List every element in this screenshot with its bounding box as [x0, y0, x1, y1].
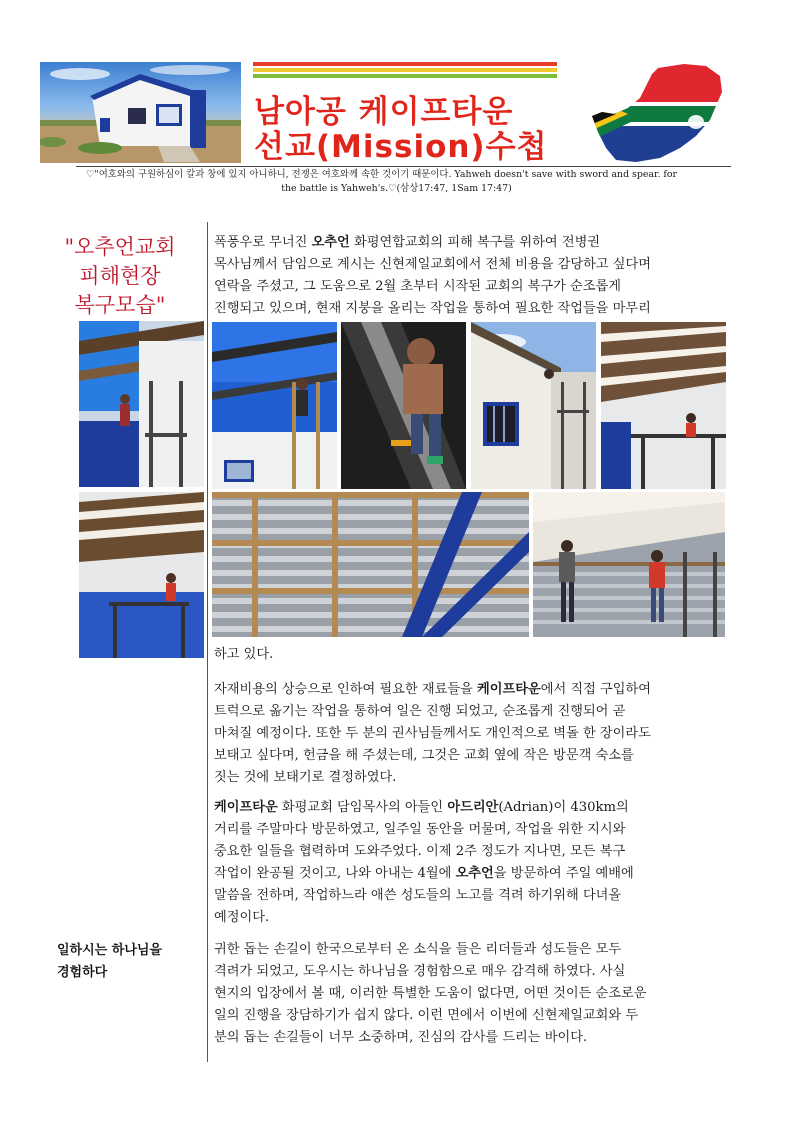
text-span: 에서 직접 구입하여 — [540, 682, 652, 697]
title-line-2: 선교(Mission)수첩 — [254, 129, 548, 165]
text-span: (Adrian)이 430km의 — [498, 800, 629, 815]
text-span: 화평교회 담임목사의 아들인 — [277, 800, 448, 815]
text-line: 보태고 싶다며, 헌금을 해 주셨는데, 그것은 교회 옆에 작은 방문객 숙소를 — [214, 748, 634, 763]
text-line: 트럭으로 옮기는 작업을 통하여 일은 진행 되었고, 순조롭게 진행되어 곧 — [214, 704, 626, 719]
text-line — [214, 863, 734, 885]
article-paragraph-2 — [214, 679, 734, 789]
text-line — [214, 232, 734, 254]
south-africa-flag-map-icon — [588, 62, 724, 166]
text-line: 하고 있다. — [214, 647, 274, 662]
highlight-place-name: 케이프타운 — [477, 682, 541, 697]
text-line: 예정이다. — [214, 910, 270, 925]
title-line-1: 남아공 케이프타운 — [254, 94, 514, 130]
photo-caption-line: "오추언교회 — [64, 235, 176, 259]
article-paragraph-1 — [214, 232, 734, 320]
photo-workers-installing-ceiling — [533, 492, 725, 637]
header-church-photo — [40, 62, 241, 163]
text-span: 폭풍우로 무너진 — [214, 235, 312, 250]
text-span: 화평연합교회의 피해 복구를 위하여 전병권 — [349, 235, 601, 250]
text-line: 거리를 주말마다 방문하였고, 일주일 동안을 머물며, 작업을 위한 지시와 — [214, 822, 626, 837]
text-line: 연락을 주셨고, 그 도움으로 2월 초부터 시작된 교회의 복구가 순조롭게 — [214, 279, 622, 294]
text-line: 분의 돕는 손길들이 너무 소중하며, 진심의 감사를 드리는 바이다. — [214, 1030, 588, 1045]
photo-caption-line: 피해현장 — [79, 264, 161, 288]
section-heading-line: 일하시는 하나님을 — [57, 943, 162, 958]
highlight-place-name: 케이프타운 — [214, 800, 278, 815]
section-heading-line: 경험하다 — [57, 965, 108, 980]
text-line: 귀한 돕는 손길이 한국으로부터 온 소식을 들은 리더들과 성도들은 모두 — [214, 942, 622, 957]
text-line: 목사님께서 담임으로 계시는 신현제일교회에서 전체 비용을 감당하고 싶다며 — [214, 257, 651, 272]
photo-scaffold-worker-2 — [79, 492, 204, 658]
text-line — [214, 679, 734, 701]
photo-caption-line: 복구모습" — [74, 293, 166, 317]
column-divider — [207, 222, 208, 1062]
photo-caption — [40, 233, 200, 320]
article-paragraph-1-end — [214, 644, 734, 666]
text-line: 진행되고 있으며, 현재 지붕을 올리는 작업을 통하여 필요한 작업들을 마무리 — [214, 301, 651, 316]
highlight-place-name: 오추언 — [455, 866, 494, 881]
text-line: 중요한 일들을 협력하며 도와주었다. 이제 2주 정도가 지나면, 모든 복구 — [214, 844, 626, 859]
text-line: 마쳐질 예정이다. 또한 두 분의 권사님들께서도 개인적으로 벽돌 한 장이라도 — [214, 726, 651, 741]
article-paragraph-3 — [214, 797, 734, 929]
verse-line-2: the battle is Yahweh's.♡(삼상17:47, 1Sam 17:47) — [281, 183, 512, 194]
photo-metal-roof-sheets — [212, 492, 529, 637]
highlight-place-name: 오추언 — [311, 235, 350, 250]
text-span: 작업이 완공될 것이고, 나와 아내는 4월에 — [214, 866, 456, 881]
photo-church-wall-scaffold — [471, 322, 596, 489]
text-line: 일의 진행을 장담하기가 쉽지 않다. 이런 면에서 이번에 신현제일교회와 두 — [214, 1008, 639, 1023]
photo-scaffold-worker-1 — [79, 321, 204, 487]
section-heading — [57, 940, 197, 984]
header-divider — [76, 166, 731, 167]
verse-line-1: ♡"여호와의 구원하심이 칼과 창에 있지 아니하니, 전쟁은 여호와께 속한 것이기 때문이다. Yahweh doesn't save with sword and spear. for — [86, 169, 678, 180]
text-span: 을 방문하여 주일 예배에 — [493, 866, 634, 881]
text-span: 자재비용의 상승으로 인하여 필요한 재료들을 — [214, 682, 478, 697]
photo-worker-grinding — [341, 322, 466, 489]
text-line: 말씀을 전하며, 작업하느라 애쓴 성도들의 노고를 격려 하기위해 다녀올 — [214, 888, 622, 903]
text-line: 짓는 것에 보태기로 결정하였다. — [214, 770, 397, 785]
header-color-stripes — [253, 62, 557, 79]
photo-interior-ceiling-beams — [601, 322, 726, 489]
photo-roof-frame-blue-sky — [212, 322, 337, 489]
text-line: 현지의 입장에서 볼 때, 이러한 특별한 도움이 없다면, 어떤 것이든 순조로운 — [214, 986, 647, 1001]
text-line — [214, 797, 734, 819]
text-line: 격려가 되었고, 도우시는 하나님을 경험함으로 매우 감격해 하였다. 사실 — [214, 964, 626, 979]
article-paragraph-4 — [214, 939, 734, 1049]
highlight-person-name: 아드리안 — [447, 800, 499, 815]
